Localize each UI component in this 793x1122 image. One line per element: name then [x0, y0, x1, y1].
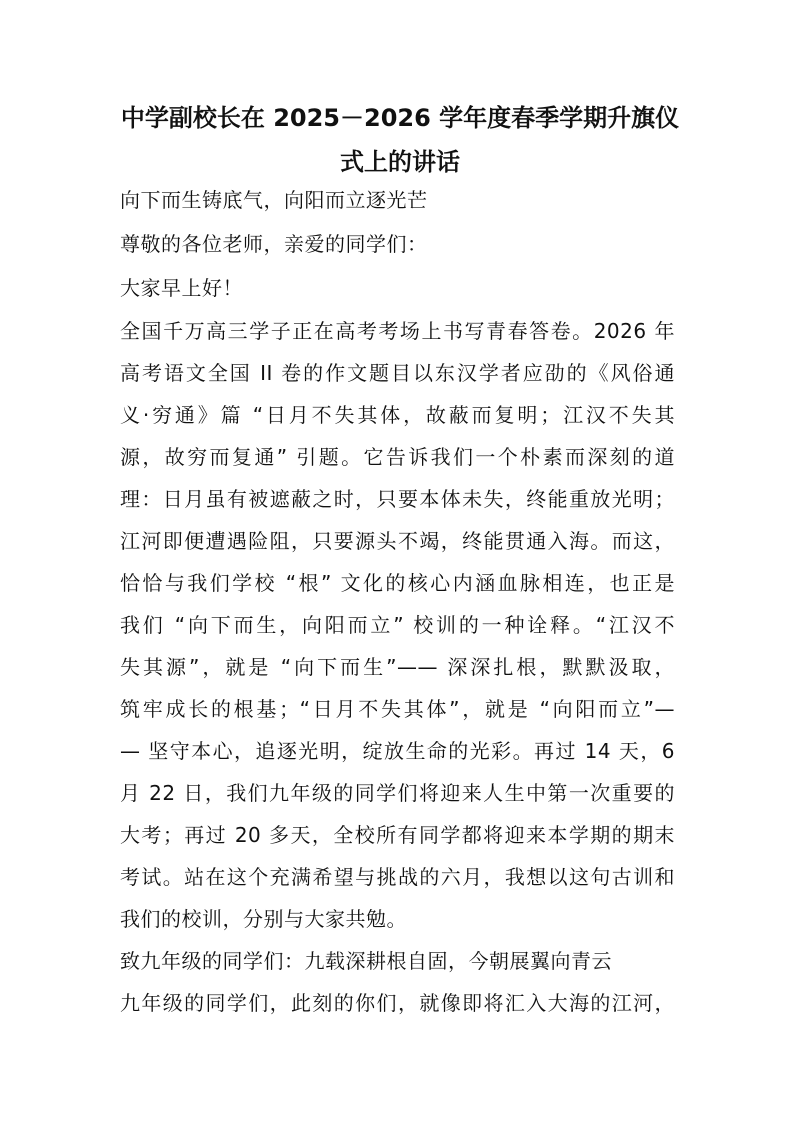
paragraph-line: 恰恰与我们学校 “根” 文化的核心内涵血脉相连，也正是: [120, 571, 675, 595]
salutation: 尊敬的各位老师，亲爱的同学们：: [120, 232, 428, 256]
speech-subtitle: 向下而生铸底气，向阳而立逐光芒: [120, 188, 428, 212]
paragraph-line: 我们 “向下而生，向阳而立” 校训的一种诠释。“江汉不: [120, 613, 675, 637]
paragraph-line: 源，故穷而复通” 引题。它告诉我们一个朴素而深刻的道: [120, 445, 675, 469]
paragraph-line: 高考语文全国 II 卷的作文题目以东汉学者应劭的《风俗通: [120, 361, 675, 385]
paragraph-line: 江河即便遭遇险阻，只要源头不竭，终能贯通入海。而这，: [120, 529, 675, 553]
speech-title-line-1: 中学副校长在 2025－2026 学年度春季学期升旗仪: [120, 104, 680, 132]
paragraph-line: 义·穷通》篇 “日月不失其体，故蔽而复明；江汉不失其: [120, 403, 675, 427]
speech-title-line-2: 式上的讲话: [340, 148, 460, 176]
section-heading: 致九年级的同学们：九载深耕根自固，今朝展翼向青云: [120, 949, 612, 973]
paragraph-line: 我们的校训，分别与大家共勉。: [120, 907, 407, 931]
paragraph-line: 理：日月虽有被遮蔽之时，只要本体未失，终能重放光明；: [120, 487, 675, 511]
paragraph-line: — 坚守本心，追逐光明，绽放生命的光彩。再过 14 天，6: [120, 739, 675, 763]
paragraph-line: 大考；再过 20 多天，全校所有同学都将迎来本学期的期末: [120, 823, 675, 847]
paragraph-line: 全国千万高三学子正在高考考场上书写青春答卷。2026 年: [120, 319, 675, 343]
paragraph-line: 筑牢成长的根基；“日月不失其体”，就是 “向阳而立”—: [120, 697, 675, 721]
greeting: 大家早上好！: [120, 276, 243, 300]
paragraph-line: 九年级的同学们，此刻的你们，就像即将汇入大海的江河，: [120, 991, 675, 1015]
paragraph-line: 月 22 日，我们九年级的同学们将迎来人生中第一次重要的: [120, 781, 675, 805]
paragraph-line: 失其源”，就是 “向下而生”—— 深深扎根，默默汲取，: [120, 655, 675, 679]
paragraph-line: 考试。站在这个充满希望与挑战的六月，我想以这句古训和: [120, 865, 675, 889]
